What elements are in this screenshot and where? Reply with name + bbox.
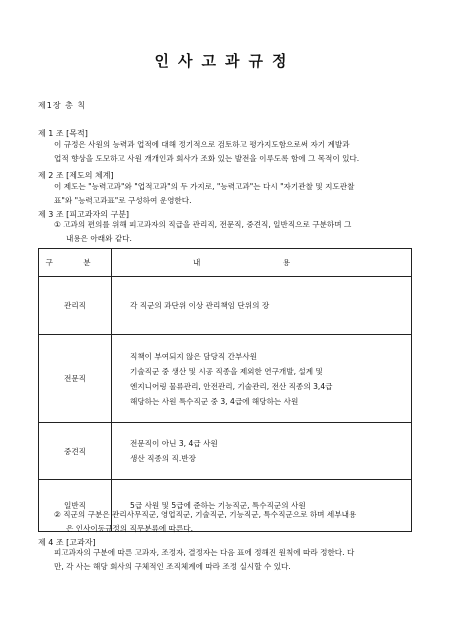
article-2-line-1: 이 제도는 "능력고과"와 "업적고과"의 두 가지로, "능력고과"는 다시 "자기관찰 및 지도관찰 [54, 182, 355, 191]
classification-table [38, 248, 412, 532]
article-3-clause-2 [54, 508, 356, 536]
table-cell-content: 5급 사원 및 5급에 준하는 기능직군, 특수직군의 사원 [112, 480, 412, 532]
table-cell-category: 전문직 [39, 335, 112, 423]
clause-2-line-2: 은 인사이동규정의 직무분류에 따른다. [66, 524, 194, 533]
article-4-heading: 제 4 조 [고과자] [38, 538, 96, 547]
chapter-heading: 제1장 총 칙 [38, 101, 87, 110]
article-3-heading: 제 3 조 [피고과자의 구분] [38, 210, 130, 219]
article-4-line-1: 피고과자의 구분에 따른 고과자, 조정자, 결정자는 다음 표에 정해진 원칙에 따라 정한다. 다 [54, 548, 355, 557]
clause-2-line-1: ② 직군의 구분은 관리사무직군, 영업직군, 기술직군, 기능직군, 특수직군으로 하며 세부내용 [54, 510, 357, 519]
table-cell-category: 중견직 [39, 423, 112, 480]
table-cell-content: 전문직이 아닌 3, 4급 사원 생산 직종의 직.반장 [112, 423, 412, 480]
table-row [39, 335, 412, 423]
table-cell-content: 각 직군의 과단위 이상 관리책임 단위의 장 [112, 277, 412, 335]
article-4-body [54, 546, 354, 574]
article-3-line-2: 내용은 아래와 같다. [66, 234, 132, 243]
article-1-body [54, 138, 359, 166]
table-row [39, 423, 412, 480]
table-header-category: 구 분 [39, 249, 112, 277]
article-4-line-2: 만, 각 사는 해당 회사의 구체적인 조직체계에 따라 조정 실시할 수 있다. [54, 562, 291, 571]
article-3-line-1: ① 고과의 편의를 위해 피고과자의 직급을 관리직, 전문직, 중견직, 일반직으로 구분하며 그 [54, 220, 352, 229]
article-1-heading: 제 1 조 [목적] [38, 129, 88, 138]
table-header-row [39, 249, 412, 277]
article-3-body [54, 218, 351, 246]
article-2-body [54, 180, 354, 208]
article-1-line-1: 이 규정은 사원의 능력과 업적에 대해 정기적으로 검토하고 평가지도함으로써 자기 계발과 [54, 140, 350, 149]
document-title: 인사고과규정 [154, 52, 296, 70]
article-2-line-2: 표"와 "능력고과표"로 구성하여 운영한다. [54, 196, 192, 205]
table-cell-content: 직책이 부여되지 않은 담당직 간부사원 기술직군 중 생산 및 시공 직종을 제외한 연구개발, 설계 및 엔지니어링 물류관리, 안전관리, 기술관리, 전산 직종의 3,4급 해당하는 사원 특수직군 중 3, 4급에 해당하는 사원 [112, 335, 412, 423]
article-1-line-2: 업적 향상을 도모하고 사원 개개인과 회사가 조화 있는 발전을 이루도록 함에 그 목적이 있다. [54, 154, 360, 163]
article-2-heading: 제 2 조 [제도의 체계] [38, 171, 114, 180]
table-cell-category: 일반직 [39, 480, 112, 532]
table-header-content: 내 용 [112, 249, 412, 277]
table-row [39, 277, 412, 335]
table-cell-category: 관리직 [39, 277, 112, 335]
